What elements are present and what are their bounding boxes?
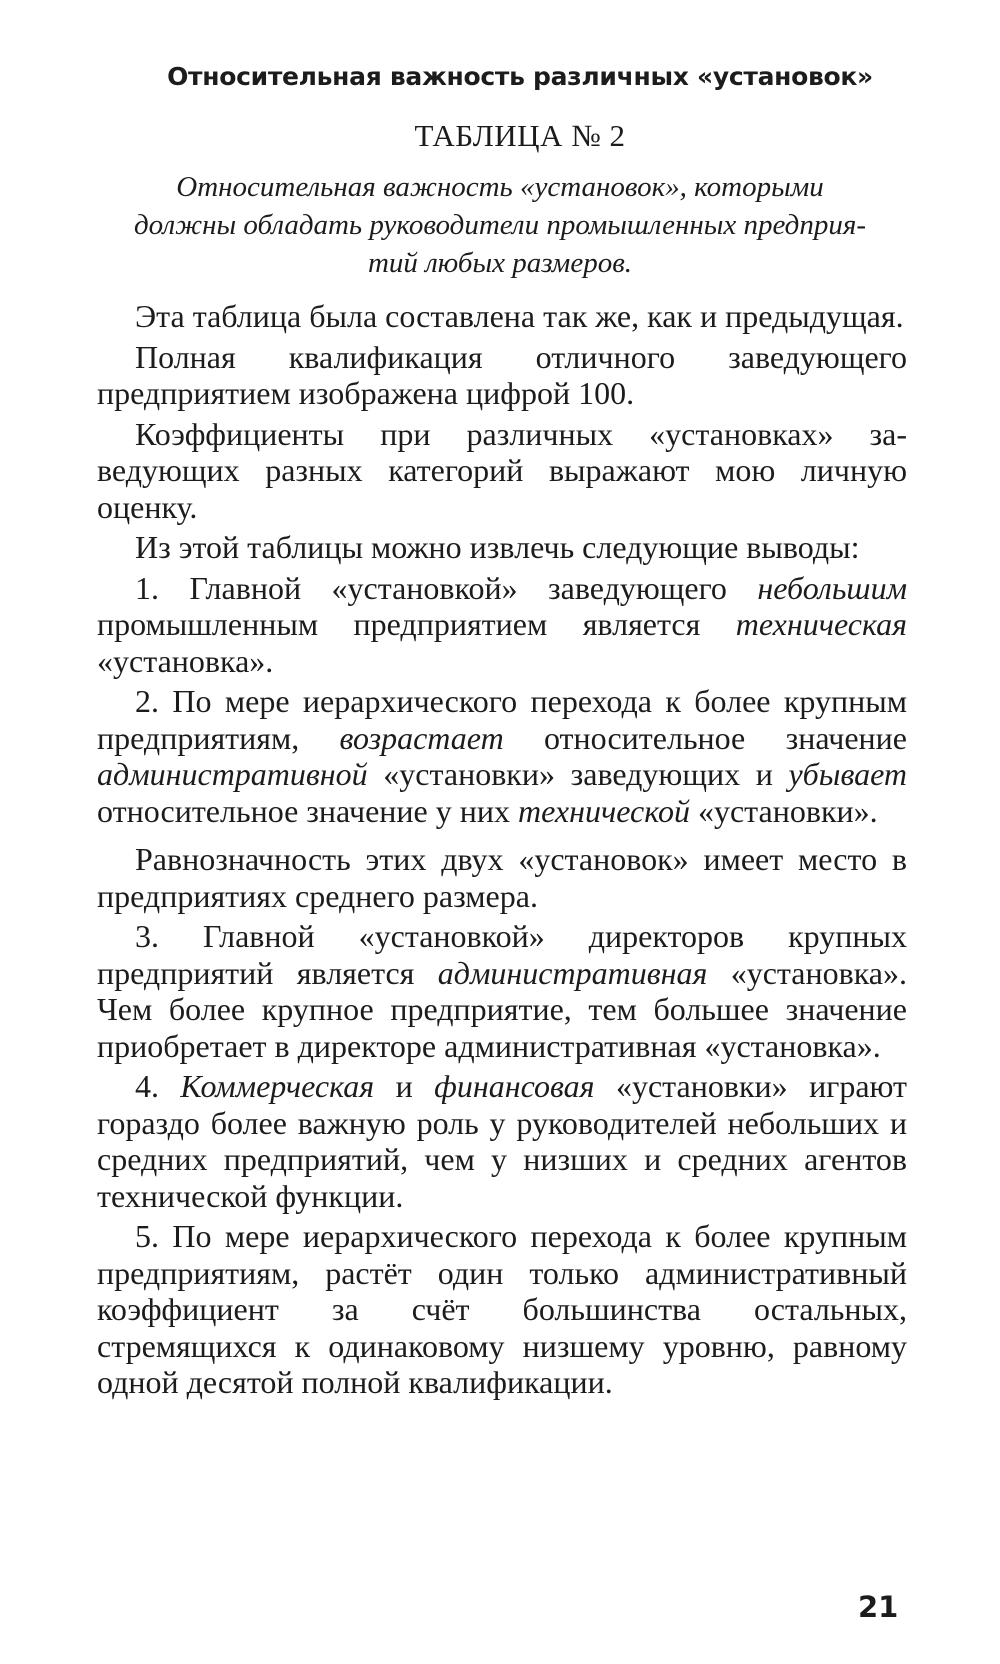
paragraph: Из этой таблицы можно извлечь следующие выводы:: [135, 529, 860, 565]
caption-line: Относительная важность «установок», которыми: [176, 171, 824, 203]
paragraph: Равнозначность этих двух «установок» имеет место в предприятиях среднего размера.: [97, 841, 907, 914]
emphasis: возрастает: [339, 719, 504, 756]
emphasis: административная: [437, 954, 708, 991]
emphasis: технической: [517, 792, 690, 829]
page-number: 21: [858, 1590, 899, 1624]
running-header: Относительная важность различных «установок»: [167, 62, 873, 91]
table-title: ТАБЛИЦА № 2: [414, 118, 626, 153]
body-text: [97, 298, 907, 1405]
caption-line: тий любых размеров.: [367, 247, 633, 279]
paragraph: Полная квалификация отличного заведующего предприятием изображена цифрой 100.: [97, 338, 907, 411]
paragraph: Коэффициенты при различных «установках» заведующих разных категорий выражают мою личную оценку.: [97, 415, 907, 525]
conclusion-item-3: 3. Главной «установкой» директоров крупных предприятий является административная «установка». Чем более крупное предприятие, тем большее значение приобретает в директоре административная «установка».: [97, 918, 908, 1064]
table-caption: [100, 168, 900, 282]
paragraph: Эта таблица была составлена так же, как и предыдущая.: [135, 298, 904, 334]
emphasis: Коммерческая: [180, 1068, 375, 1104]
emphasis: техническая: [735, 606, 907, 642]
emphasis: административной: [97, 756, 368, 792]
emphasis: финансовая: [434, 1068, 595, 1104]
emphasis: небольшим: [757, 569, 907, 606]
conclusion-item-2: 2. По мере иерархического перехода к более крупным предприятиям, возрастает относительное значение административной «установки» заведующих и убывает относительное значение у них технической «установки».: [97, 683, 908, 829]
conclusion-item-4: 4. Коммерческая и финансовая «установки» играют гораздо более важную роль у руководителей небольших и средних предприятий, чем у низших и средних агентов технической функции.: [97, 1068, 907, 1214]
emphasis: убывает: [788, 756, 907, 792]
conclusion-item-1: 1. Главной «установкой» заведующего небольшим промышленным предприятием является техническая «установка».: [97, 569, 907, 679]
caption-line: должны обладать руководители промышленных предприя-: [134, 209, 866, 241]
conclusion-item-5: 5. По мере иерархического перехода к более крупным предприятиям, растёт один только административный коэффициент за счёт большинства остальных, стремящихся к одинаковому низшему уровню, равному одной десятой полной квалификации.: [97, 1218, 907, 1400]
